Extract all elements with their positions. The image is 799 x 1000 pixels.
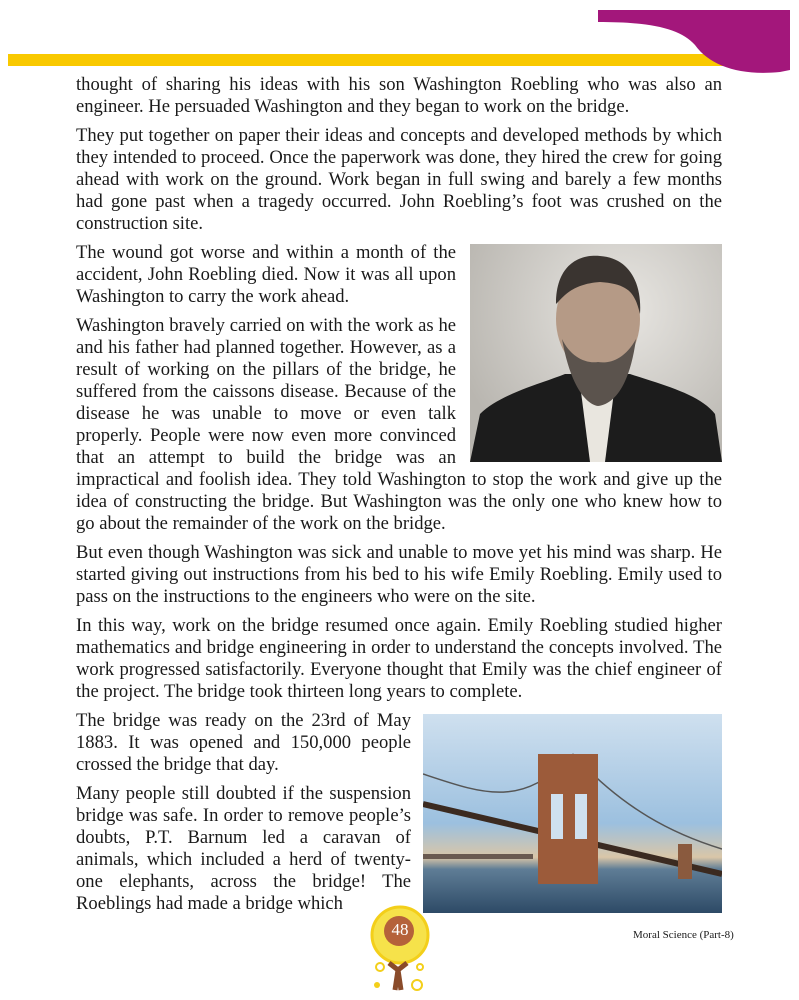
- page-number: 48: [391, 920, 409, 939]
- paragraph: thought of sharing his ideas with his son Washington Roebling who was also an engineer. He persuaded Washington and they began to work on the bridge.: [76, 74, 722, 117]
- paragraph: The bridge was ready on the 23rd of May 1883. It was opened and 150,000 people crossed the bridge that day.: [76, 710, 411, 775]
- paragraph: The wound got worse and within a month of the accident, John Roebling died. Now it was all upon Washington to carry the work ahead.: [76, 242, 456, 307]
- book-title: Moral Science (Part-8): [633, 929, 734, 941]
- paragraph: Many people still doubted if the suspension bridge was safe. In order to remove people’s doubts, P.T. Barnum led a caravan of animals, which included a herd of twenty-one elephants, across the bridge! The Roeblings had made a bridge which: [76, 783, 411, 914]
- header-yellow-bar: [8, 54, 458, 66]
- paragraph: Washington bravely carried on with the work as he and his father had planned together. However, as a result of working on the pillars of the bridge, he suffered from the caissons disease. Because of the disease he was unable to move or even talk properly. People were now even more convinced that an attempt to build the bridge was an impractical and foolish idea. They told Washington to stop the work and give up the idea of constructing the bridge. But Washington was the only one who knew how to go about the remainder of the work on the bridge.: [76, 315, 722, 534]
- paragraph: In this way, work on the bridge resumed once again. Emily Roebling studied higher mathematics and bridge engineering in order to understand the concepts involved. The work progressed satisfactorily. Everyone thought that Emily was the chief engineer of the project. The bridge took thirteen long years to complete.: [76, 615, 722, 702]
- body-text: [76, 74, 722, 922]
- john-roebling-portrait: [470, 244, 722, 462]
- paragraph: They put together on paper their ideas and concepts and developed methods by which they intended to proceed. Once the paperwork was done, they hired the crew for going ahead with work on the ground. Work began in full swing and barely a few months had gone past when a tragedy occurred. John Roebling’s foot was crushed on the construction site.: [76, 125, 722, 234]
- brooklyn-bridge-photo: [423, 714, 722, 913]
- header-purple-shape: [590, 0, 790, 80]
- paragraph: But even though Washington was sick and unable to move yet his mind was sharp. He started giving out instructions from his bed to his wife Emily Roebling. Emily used to pass on the instructions to the engineers who were on the site.: [76, 542, 722, 607]
- page-number-badge-tree-icon: [365, 905, 445, 995]
